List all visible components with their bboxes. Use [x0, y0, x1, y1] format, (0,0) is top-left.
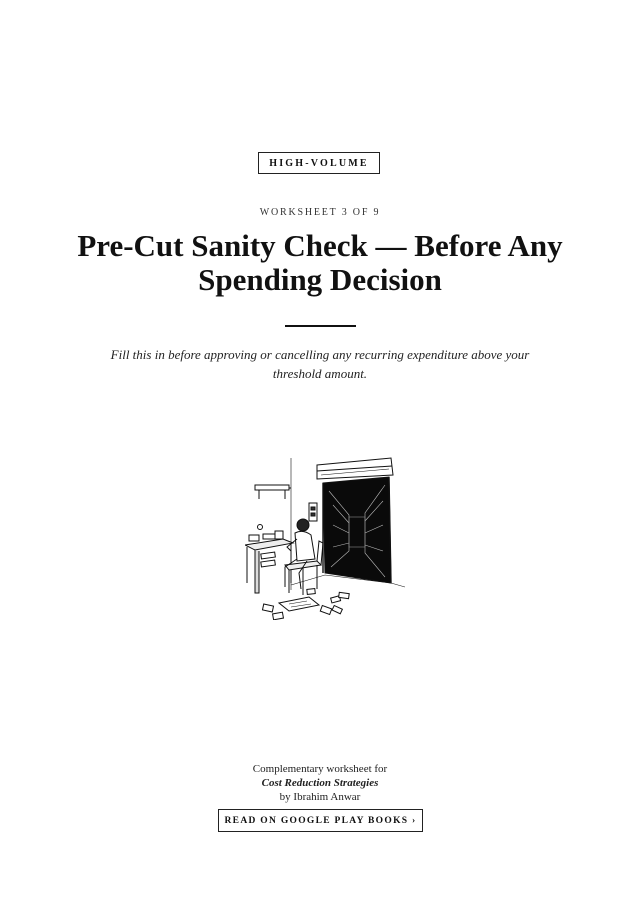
footer-intro: Complementary worksheet for	[252, 763, 388, 775]
category-badge: HIGH-VOLUME	[258, 152, 380, 174]
office-warehouse-illustration	[245, 455, 405, 620]
author-line: by Ibrahim Anwar	[279, 791, 361, 803]
read-on-google-play-button[interactable]: READ ON GOOGLE PLAY BOOKS ›	[218, 809, 423, 832]
page-title: Pre-Cut Sanity Check — Before Any Spending Decision	[77, 228, 563, 297]
page-subtitle: Fill this in before approving or cancelling any recurring expenditure above your threshold amount.	[110, 347, 530, 381]
footer-credit	[0, 762, 640, 804]
book-title: Cost Reduction Strategies	[261, 777, 379, 789]
worksheet-kicker: WORKSHEET 3 OF 9	[259, 207, 381, 218]
title-divider	[285, 325, 356, 327]
